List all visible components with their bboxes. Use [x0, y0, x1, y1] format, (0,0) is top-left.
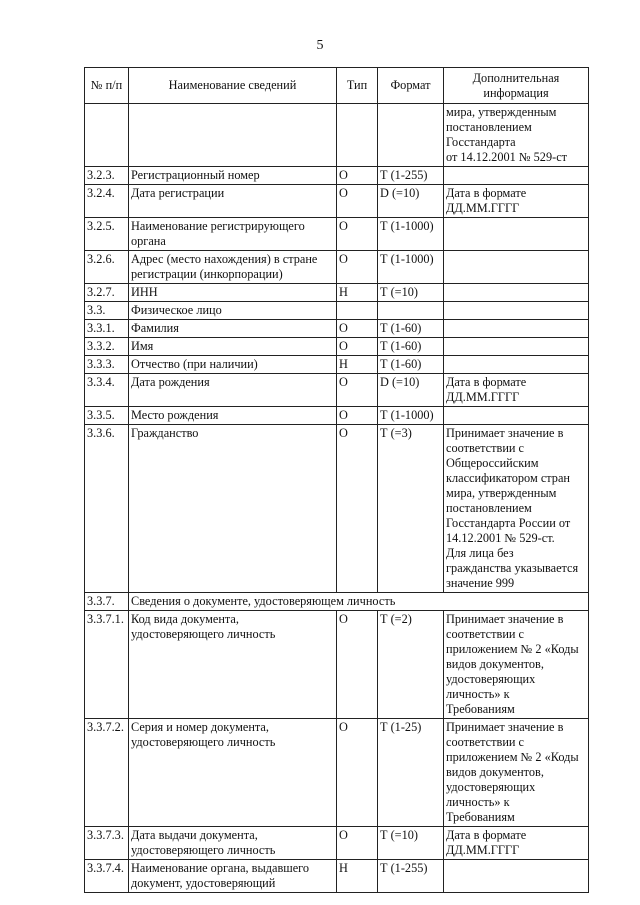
row-number-cell: 3.3.1. [85, 320, 129, 338]
table-row [85, 185, 589, 218]
row-format-cell: Т (=10) [378, 284, 444, 302]
row-number-cell: 3.3.7.3. [85, 827, 129, 860]
row-info-cell [444, 356, 589, 374]
row-type-cell: О [337, 719, 378, 827]
row-name-cell: Код вида документа, удостоверяющего личность [129, 611, 337, 719]
row-type-cell: О [337, 374, 378, 407]
row-format-cell [378, 104, 444, 167]
table-row [85, 356, 589, 374]
row-type-cell [337, 104, 378, 167]
table-row [85, 719, 589, 827]
row-number-cell: 3.2.5. [85, 218, 129, 251]
row-format-cell: Т (1-1000) [378, 407, 444, 425]
row-number-cell [85, 104, 129, 167]
row-number-cell: 3.3.5. [85, 407, 129, 425]
row-type-cell: Н [337, 356, 378, 374]
row-type-cell: О [337, 338, 378, 356]
row-info-cell [444, 218, 589, 251]
row-name-cell: Имя [129, 338, 337, 356]
row-type-cell: О [337, 218, 378, 251]
header-num: № п/п [85, 68, 129, 104]
row-info-cell: Принимает значение в соответствии с приложением № 2 «Коды видов документов, удостоверяющих личность» к Требованиям [444, 611, 589, 719]
row-number-cell: 3.3. [85, 302, 129, 320]
row-number-cell: 3.3.7.2. [85, 719, 129, 827]
row-name-cell: Дата рождения [129, 374, 337, 407]
row-format-cell: Т (=2) [378, 611, 444, 719]
row-name-cell: Регистрационный номер [129, 167, 337, 185]
row-number-cell: 3.3.7. [85, 593, 129, 611]
requirements-table [84, 67, 589, 893]
row-format-cell [378, 302, 444, 320]
row-info-cell: Дата в формате ДД.ММ.ГГГГ [444, 374, 589, 407]
row-format-cell: Т (1-25) [378, 719, 444, 827]
row-info-cell [444, 302, 589, 320]
table-row [85, 284, 589, 302]
table-row [85, 302, 589, 320]
header-format: Формат [378, 68, 444, 104]
table-row [85, 338, 589, 356]
header-name: Наименование сведений [129, 68, 337, 104]
row-type-cell: О [337, 425, 378, 593]
row-info-cell [444, 251, 589, 284]
row-info-cell: Принимает значение в соответствии с приложением № 2 «Коды видов документов, удостоверяющих личность» к Требованиям [444, 719, 589, 827]
table-row [85, 320, 589, 338]
row-info-cell: Дата в формате ДД.ММ.ГГГГ [444, 827, 589, 860]
table-row [85, 407, 589, 425]
row-info-cell: Принимает значение в соответствии с Общероссийским классификатором стран мира, утвержденным постановлением Госстандарта России от 14.12.2001 № 529-ст. Для лица без гражданства указывается значение 999 [444, 425, 589, 593]
row-format-cell: D (=10) [378, 185, 444, 218]
row-number-cell: 3.2.4. [85, 185, 129, 218]
row-number-cell: 3.3.2. [85, 338, 129, 356]
row-info-cell: мира, утвержденным постановлением Госстандарта от 14.12.2001 № 529-ст [444, 104, 589, 167]
row-format-cell: Т (=10) [378, 827, 444, 860]
row-number-cell: 3.3.7.1. [85, 611, 129, 719]
row-name-cell: Дата регистрации [129, 185, 337, 218]
table-row [85, 827, 589, 860]
row-name-cell: Физическое лицо [129, 302, 337, 320]
table-body [85, 104, 589, 893]
row-name-cell: Отчество (при наличии) [129, 356, 337, 374]
page-number: 5 [316, 38, 324, 53]
row-type-cell: О [337, 611, 378, 719]
row-number-cell: 3.2.6. [85, 251, 129, 284]
row-name-cell: Наименование органа, выдавшего документ, удостоверяющий [129, 860, 337, 893]
row-name-cell: Адрес (место нахождения) в стране регистрации (инкорпорации) [129, 251, 337, 284]
row-info-cell [444, 284, 589, 302]
row-type-cell: О [337, 185, 378, 218]
row-type-cell: О [337, 320, 378, 338]
row-name-cell: Место рождения [129, 407, 337, 425]
row-format-cell: Т (1-1000) [378, 251, 444, 284]
row-type-cell: Н [337, 860, 378, 893]
table-row [85, 374, 589, 407]
table-row [85, 251, 589, 284]
row-number-cell: 3.3.3. [85, 356, 129, 374]
table-row [85, 593, 589, 611]
row-info-cell [444, 860, 589, 893]
row-format-cell: Т (1-60) [378, 320, 444, 338]
row-info-cell [444, 167, 589, 185]
row-name-cell: Фамилия [129, 320, 337, 338]
row-info-cell [444, 320, 589, 338]
row-name-cell: Серия и номер документа, удостоверяющего личность [129, 719, 337, 827]
row-info-cell [444, 407, 589, 425]
table-row [85, 425, 589, 593]
row-type-cell: О [337, 167, 378, 185]
table-row [85, 218, 589, 251]
row-format-cell: Т (=3) [378, 425, 444, 593]
table-header-row [85, 68, 589, 104]
row-number-cell: 3.2.7. [85, 284, 129, 302]
row-format-cell: Т (1-60) [378, 356, 444, 374]
table-row [85, 104, 589, 167]
row-format-cell: Т (1-255) [378, 167, 444, 185]
table-row [85, 611, 589, 719]
row-format-cell: Т (1-255) [378, 860, 444, 893]
row-type-cell [337, 302, 378, 320]
row-type-cell: О [337, 827, 378, 860]
table-row [85, 860, 589, 893]
row-type-cell: О [337, 407, 378, 425]
row-number-cell: 3.3.7.4. [85, 860, 129, 893]
header-info: Дополнительная информация [444, 68, 589, 104]
row-name-cell [129, 104, 337, 167]
row-number-cell: 3.3.4. [85, 374, 129, 407]
row-name-cell: Гражданство [129, 425, 337, 593]
row-number-cell: 3.2.3. [85, 167, 129, 185]
row-format-cell: Т (1-60) [378, 338, 444, 356]
row-name-cell: ИНН [129, 284, 337, 302]
row-name-cell: Наименование регистрирующего органа [129, 218, 337, 251]
row-name-cell: Дата выдачи документа, удостоверяющего личность [129, 827, 337, 860]
row-name-cell: Сведения о документе, удостоверяющем личность [129, 593, 589, 611]
table-row [85, 167, 589, 185]
row-type-cell: О [337, 251, 378, 284]
row-info-cell [444, 338, 589, 356]
header-type: Тип [337, 68, 378, 104]
row-info-cell: Дата в формате ДД.ММ.ГГГГ [444, 185, 589, 218]
row-format-cell: Т (1-1000) [378, 218, 444, 251]
row-format-cell: D (=10) [378, 374, 444, 407]
row-number-cell: 3.3.6. [85, 425, 129, 593]
row-type-cell: Н [337, 284, 378, 302]
